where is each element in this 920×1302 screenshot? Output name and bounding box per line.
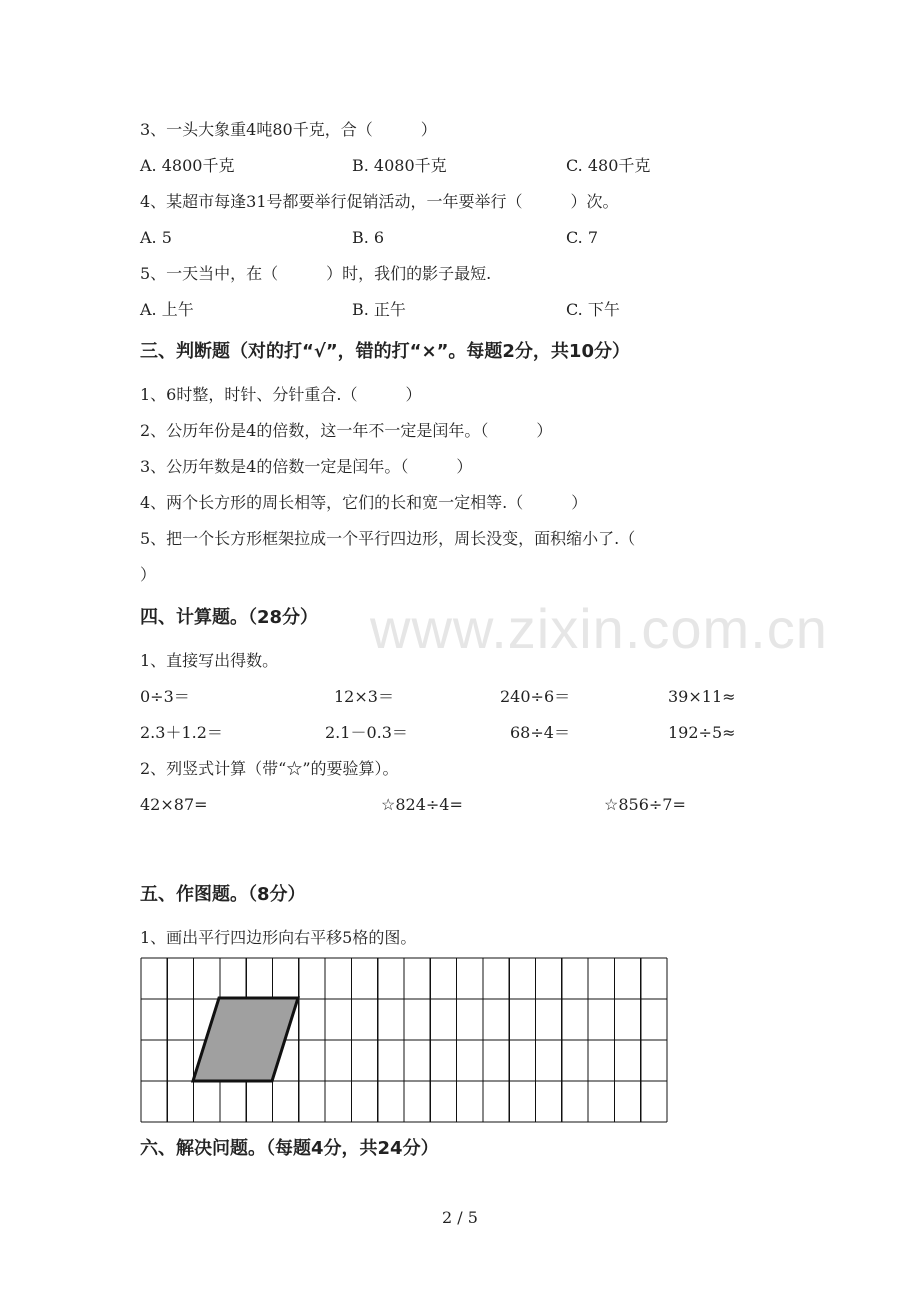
- q3-stem: 3、一头大象重4吨80千克，合（ ）: [140, 120, 437, 139]
- section6-title: 六、解决问题。（每题4分，共24分）: [140, 1138, 439, 1159]
- q4-option-a: A. 5: [140, 228, 172, 247]
- calc-sub1: 1、直接写出得数。: [140, 651, 279, 670]
- q3-option-a: A. 4800千克: [140, 156, 235, 175]
- judge-item-2: 2、公历年份是4的倍数，这一年不一定是闰年。（ ）: [140, 421, 553, 440]
- calc-r2-c1: 2.3＋1.2＝: [140, 723, 223, 742]
- calc-r2-c3: 68÷4＝: [510, 723, 570, 742]
- calc-r1-c2: 12×3＝: [334, 687, 394, 706]
- calc-r3-c2: ☆824÷4=: [381, 795, 463, 814]
- q5-option-b: B. 正午: [352, 300, 406, 319]
- judge-item-3: 3、公历年数是4的倍数一定是闰年。（ ）: [140, 457, 473, 476]
- q5-stem: 5、一天当中，在（ ）时，我们的影子最短.: [140, 264, 492, 283]
- q5-option-a: A. 上午: [140, 300, 194, 319]
- watermark: www.zixin.com.cn: [370, 597, 828, 660]
- section4-title: 四、计算题。（28分）: [140, 607, 319, 628]
- judge-item-5: 5、把一个长方形框架拉成一个平行四边形，周长没变，面积缩小了.（: [140, 529, 636, 548]
- calc-r1-c1: 0÷3＝: [140, 687, 190, 706]
- draw-sub1: 1、画出平行四边形向右平移5格的图。: [140, 928, 417, 947]
- calc-r3-c1: 42×87=: [140, 795, 208, 814]
- q4-stem: 4、某超市每逢31号都要举行促销活动，一年要举行（ ）次。: [140, 192, 619, 211]
- judge-item-5-cont: ）: [140, 565, 157, 584]
- q3-option-b: B. 4080千克: [352, 156, 447, 175]
- calc-r2-c4: 192÷5≈: [668, 723, 736, 742]
- drawing-grid: [140, 956, 669, 1124]
- calc-r3-c3: ☆856÷7=: [604, 795, 686, 814]
- judge-item-4: 4、两个长方形的周长相等，它们的长和宽一定相等.（ ）: [140, 493, 588, 512]
- q4-option-b: B. 6: [352, 228, 385, 247]
- q5-option-c: C. 下午: [566, 300, 620, 319]
- calc-r1-c3: 240÷6＝: [500, 687, 571, 706]
- calc-sub2: 2、列竖式计算（带“☆”的要验算）。: [140, 759, 399, 778]
- section3-title: 三、判断题（对的打“√”，错的打“×”。每题2分，共10分）: [140, 341, 630, 362]
- parallelogram-shape: [193, 998, 298, 1081]
- page-number: 2 / 5: [442, 1208, 478, 1227]
- q4-option-c: C. 7: [566, 228, 599, 247]
- judge-item-1: 1、6时整，时针、分针重合.（ ）: [140, 385, 422, 404]
- calc-r1-c4: 39×11≈: [668, 687, 736, 706]
- section5-title: 五、作图题。（8分）: [140, 884, 306, 905]
- calc-r2-c2: 2.1－0.3＝: [325, 723, 408, 742]
- q3-option-c: C. 480千克: [566, 156, 651, 175]
